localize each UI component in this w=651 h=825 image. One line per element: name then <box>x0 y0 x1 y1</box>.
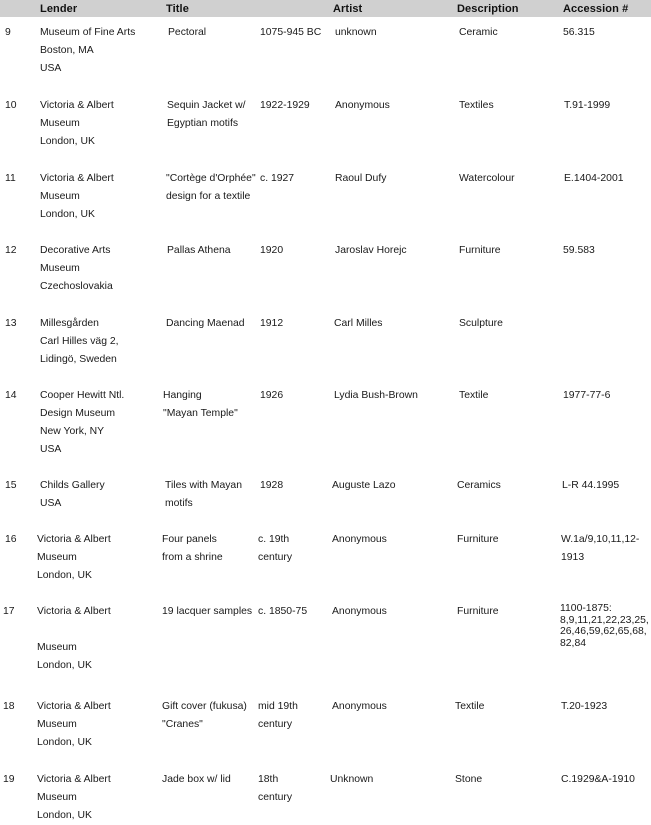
date-cell <box>260 242 283 260</box>
description-line: Furniture <box>457 606 499 617</box>
title-line: Sequin Jacket w/ <box>167 100 246 111</box>
lender-line: USA <box>40 63 62 74</box>
lender-line: London, UK <box>40 136 95 147</box>
header-artist: Artist <box>333 3 363 15</box>
num-line: 16 <box>5 534 17 545</box>
artist-cell <box>334 387 418 405</box>
title-line: "Cortège d'Orphée" <box>166 173 256 184</box>
lender-line: London, UK <box>37 570 92 581</box>
title-cell <box>162 698 247 734</box>
title-line: Tiles with Mayan <box>165 480 242 491</box>
accession-cell <box>560 603 649 649</box>
title-line: "Cranes" <box>162 719 203 730</box>
accession-cell <box>564 97 610 115</box>
description-cell <box>459 170 515 188</box>
header-title: Title <box>166 3 189 15</box>
accession-line: 26,46,59,62,65,68, <box>560 626 647 637</box>
artist-cell <box>332 698 387 716</box>
lender-line: London, UK <box>37 737 92 748</box>
artist-line: Anonymous <box>332 606 387 617</box>
lender-line: Childs Gallery <box>40 480 105 491</box>
lender-line: London, UK <box>37 810 92 821</box>
header-description: Description <box>457 3 519 15</box>
lender-line: Carl Hilles väg 2, <box>40 336 119 347</box>
lender-line: Museum of Fine Arts <box>40 27 136 38</box>
lender-line: London, UK <box>40 209 95 220</box>
artist-line: Anonymous <box>332 701 387 712</box>
lender-line: Victoria & Albert <box>37 774 111 785</box>
lender-line: Design Museum <box>40 408 116 419</box>
lender-line: Czechoslovakia <box>40 281 113 292</box>
accession-line: E.1404-2001 <box>564 173 624 184</box>
num-cell <box>5 24 11 42</box>
lender-line: Museum <box>37 552 77 563</box>
lender-cell <box>40 97 114 151</box>
date-line: 18th <box>258 774 279 785</box>
accession-cell <box>561 698 607 716</box>
table-header <box>0 0 651 17</box>
description-line: Textile <box>459 390 489 401</box>
num-cell <box>3 771 15 789</box>
title-cell <box>162 771 231 789</box>
artist-cell <box>332 603 387 621</box>
title-line: motifs <box>165 498 193 509</box>
lender-line: Victoria & Albert <box>40 173 114 184</box>
date-line: mid 19th <box>258 701 298 712</box>
accession-line: 8,9,11,21,22,23,25, <box>560 614 649 626</box>
lender-line: Millesgården <box>40 318 99 329</box>
num-cell <box>5 315 17 333</box>
lender-line: Cooper Hewitt Ntl. <box>40 390 125 401</box>
title-cell <box>166 170 256 206</box>
title-line: Hanging <box>163 390 202 401</box>
artist-line: Anonymous <box>332 534 387 545</box>
artist-line: Auguste Lazo <box>332 480 396 491</box>
artist-cell <box>335 97 390 115</box>
lender-line: Victoria & Albert <box>37 701 111 712</box>
date-cell <box>258 603 307 621</box>
title-line: Dancing Maenad <box>166 318 245 329</box>
lender-cell <box>37 771 111 825</box>
date-line: 1920 <box>260 245 284 256</box>
num-cell <box>5 387 17 405</box>
lender-cell <box>40 315 119 369</box>
accession-line: 82,84 <box>560 637 587 649</box>
accession-line: 59.583 <box>563 245 595 256</box>
artist-cell <box>332 477 396 495</box>
description-line: Textile <box>455 701 485 712</box>
description-line: Furniture <box>459 245 501 256</box>
lender-line: Boston, MA <box>40 45 94 56</box>
description-line: Ceramics <box>457 480 501 491</box>
lender-line: USA <box>40 444 62 455</box>
date-line: 1912 <box>260 318 284 329</box>
date-cell <box>258 771 292 807</box>
num-line: 18 <box>3 701 15 712</box>
title-line: Jade box w/ lid <box>162 774 231 785</box>
num-cell <box>3 698 15 716</box>
lender-line: Museum <box>37 719 77 730</box>
description-cell <box>455 771 482 789</box>
lender-line: Victoria & Albert <box>37 606 111 617</box>
lender-line: Museum <box>37 642 77 653</box>
title-line: Pallas Athena <box>167 245 231 256</box>
description-cell <box>457 603 499 621</box>
date-line: c. 1927 <box>260 173 295 184</box>
description-cell <box>457 531 499 549</box>
lender-cell <box>40 170 114 224</box>
num-line: 15 <box>5 480 17 491</box>
title-line: Four panels <box>162 534 217 545</box>
artist-cell <box>330 771 373 789</box>
description-line: Ceramic <box>459 27 498 38</box>
date-line: century <box>258 719 293 730</box>
artist-line: Unknown <box>330 774 374 785</box>
date-cell <box>260 170 294 188</box>
title-cell <box>167 97 246 133</box>
lender-cell <box>40 477 105 513</box>
description-cell <box>459 24 498 42</box>
lender-cell <box>37 603 111 675</box>
accession-line: 56.315 <box>563 27 595 38</box>
accession-cell <box>563 387 610 405</box>
description-cell <box>459 315 503 333</box>
lender-line <box>37 621 111 639</box>
num-line: 10 <box>5 100 17 111</box>
date-cell <box>260 24 321 42</box>
date-line: 1075-945 BC <box>260 27 322 38</box>
lender-line: Museum <box>40 191 80 202</box>
accession-cell <box>561 771 635 789</box>
date-line: c. 19th <box>258 534 290 545</box>
date-cell <box>260 97 310 115</box>
date-line: century <box>258 792 293 803</box>
title-line: Gift cover (fukusa) <box>162 701 247 712</box>
date-cell <box>260 387 283 405</box>
date-line: century <box>258 552 293 563</box>
accession-line: 1913 <box>561 552 585 563</box>
num-line: 14 <box>5 390 17 401</box>
description-line: Stone <box>455 774 483 785</box>
num-line: 12 <box>5 245 17 256</box>
lender-line: USA <box>40 498 62 509</box>
artist-cell <box>334 315 383 333</box>
description-line: Watercolour <box>459 173 515 184</box>
date-cell <box>258 531 292 567</box>
date-cell <box>258 698 298 734</box>
artist-line: Lydia Bush-Brown <box>334 390 418 401</box>
num-cell <box>5 477 17 495</box>
lender-line: Museum <box>40 263 80 274</box>
accession-cell <box>561 531 639 567</box>
accession-cell <box>562 477 619 495</box>
accession-cell <box>564 170 624 188</box>
title-cell <box>162 603 252 621</box>
header-accession: Accession # <box>563 3 629 15</box>
artist-line: unknown <box>335 27 377 38</box>
accession-line: T.20-1923 <box>561 701 608 712</box>
accession-line: T.91-1999 <box>564 100 611 111</box>
title-cell <box>168 24 206 42</box>
num-line: 9 <box>5 27 11 38</box>
title-cell <box>165 477 242 513</box>
title-cell <box>162 531 223 567</box>
description-cell <box>459 97 494 115</box>
title-line: design for a textile <box>166 191 251 202</box>
title-line: "Mayan Temple" <box>163 408 238 419</box>
num-line: 19 <box>3 774 15 785</box>
accession-line: W.1a/9,10,11,12- <box>561 534 640 545</box>
artist-line: Anonymous <box>335 100 390 111</box>
description-cell <box>455 698 484 716</box>
title-cell <box>166 315 245 333</box>
lender-line: Victoria & Albert <box>37 534 111 545</box>
description-cell <box>459 387 488 405</box>
num-cell <box>5 97 17 115</box>
date-line: 1926 <box>260 390 284 401</box>
lender-line: Lidingö, Sweden <box>40 354 117 365</box>
num-line: 17 <box>3 606 15 617</box>
description-line: Sculpture <box>459 318 503 329</box>
lender-line: London, UK <box>37 660 92 671</box>
date-cell <box>260 315 283 333</box>
accession-line: 1977-77-6 <box>563 390 611 401</box>
lender-cell <box>40 387 124 459</box>
lender-cell <box>37 698 111 752</box>
lender-line: Victoria & Albert <box>40 100 114 111</box>
title-line: from a shrine <box>162 552 223 563</box>
description-line: Textiles <box>459 100 494 111</box>
description-cell <box>457 477 501 495</box>
lender-line: Museum <box>37 792 77 803</box>
date-line: 1928 <box>260 480 284 491</box>
accession-cell <box>563 24 595 42</box>
title-line: Egyptian motifs <box>167 118 239 129</box>
lender-line: New York, NY <box>40 426 105 437</box>
accession-line: L-R 44.1995 <box>562 480 620 491</box>
num-line: 11 <box>5 173 16 184</box>
lender-line: Museum <box>40 118 80 129</box>
artist-line: Carl Milles <box>334 318 383 329</box>
artist-line: Jaroslav Horejc <box>335 245 407 256</box>
header-lender: Lender <box>40 3 78 15</box>
lender-cell <box>40 242 113 296</box>
lender-cell <box>37 531 111 585</box>
artist-cell <box>335 170 386 188</box>
lender-cell <box>40 24 135 78</box>
date-cell <box>260 477 283 495</box>
date-line: 1922-1929 <box>260 100 310 111</box>
num-cell <box>5 170 16 188</box>
date-line: c. 1850-75 <box>258 606 308 617</box>
artist-cell <box>335 242 407 260</box>
title-cell <box>167 242 231 260</box>
description-line: Furniture <box>457 534 499 545</box>
artist-cell <box>335 24 377 42</box>
accession-cell <box>563 242 595 260</box>
num-cell <box>3 603 15 621</box>
num-cell <box>5 531 17 549</box>
title-line: 19 lacquer samples <box>162 606 253 617</box>
num-cell <box>5 242 17 260</box>
accession-line: C.1929&A-1910 <box>561 774 635 785</box>
artist-line: Raoul Dufy <box>335 173 387 184</box>
accession-line: 1100-1875: <box>560 603 612 614</box>
num-line: 13 <box>5 318 17 329</box>
title-line: Pectoral <box>168 27 207 38</box>
artist-cell <box>332 531 387 549</box>
description-cell <box>459 242 501 260</box>
lender-line: Decorative Arts <box>40 245 111 256</box>
title-cell <box>163 387 238 423</box>
